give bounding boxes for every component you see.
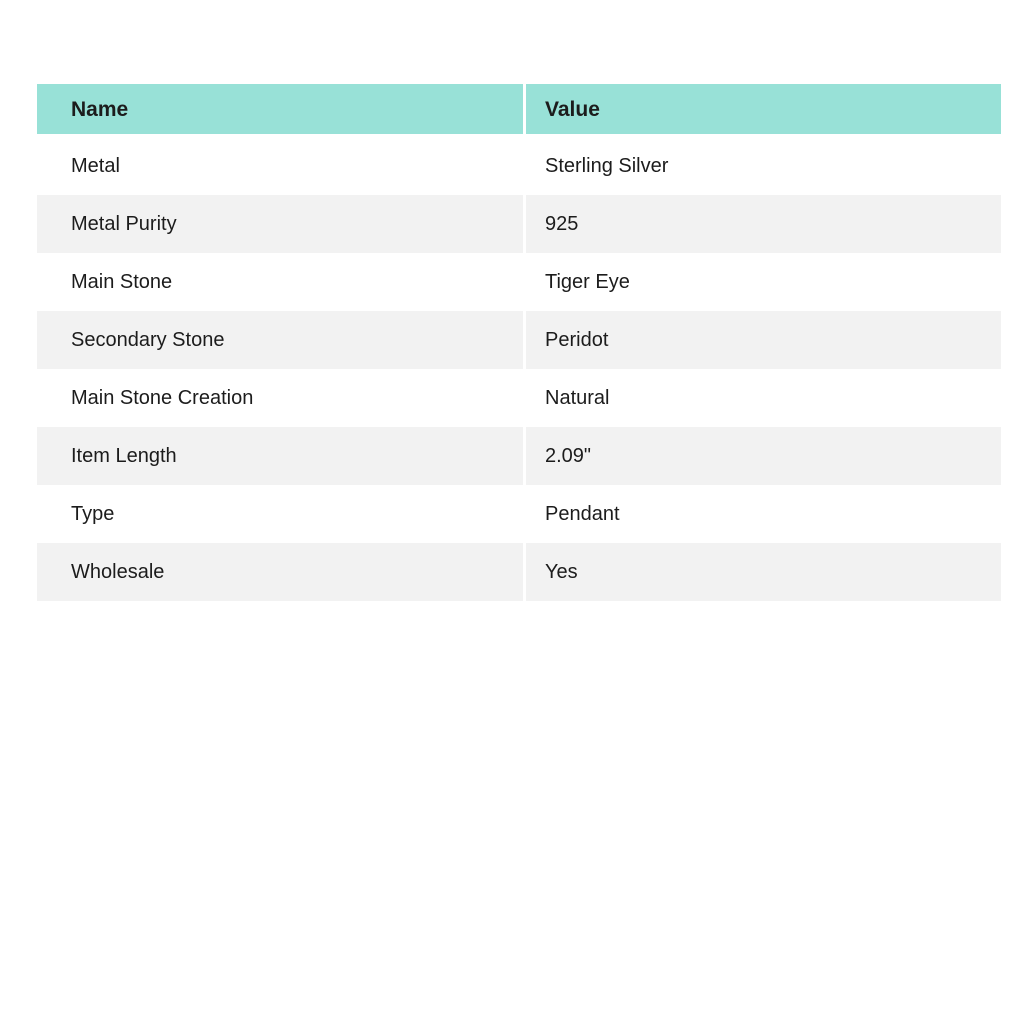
- attribute-name-cell: Type: [37, 485, 523, 543]
- attribute-value-cell: Sterling Silver: [526, 137, 1001, 195]
- column-header-value: Value: [526, 84, 1001, 134]
- table-header-row: [37, 84, 1001, 134]
- table-body: [37, 137, 1001, 601]
- attribute-name-cell: Secondary Stone: [37, 311, 523, 369]
- attribute-value-cell: Peridot: [526, 311, 1001, 369]
- attribute-name-cell: Item Length: [37, 427, 523, 485]
- attribute-value-cell: Yes: [526, 543, 1001, 601]
- attribute-name-cell: Main Stone: [37, 253, 523, 311]
- column-header-name: Name: [37, 84, 523, 134]
- attribute-value-cell: Tiger Eye: [526, 253, 1001, 311]
- attribute-value-cell: Natural: [526, 369, 1001, 427]
- attribute-value-cell: 925: [526, 195, 1001, 253]
- table-row: [37, 543, 1001, 601]
- table-row: [37, 485, 1001, 543]
- attribute-name-cell: Main Stone Creation: [37, 369, 523, 427]
- table-row: [37, 253, 1001, 311]
- attribute-name-cell: Metal Purity: [37, 195, 523, 253]
- product-spec-table: [37, 84, 1001, 601]
- attribute-name-cell: Wholesale: [37, 543, 523, 601]
- table-row: [37, 311, 1001, 369]
- table-row: [37, 427, 1001, 485]
- attribute-value-cell: Pendant: [526, 485, 1001, 543]
- table-row: [37, 137, 1001, 195]
- table-row: [37, 369, 1001, 427]
- attribute-value-cell: 2.09": [526, 427, 1001, 485]
- table-row: [37, 195, 1001, 253]
- attribute-name-cell: Metal: [37, 137, 523, 195]
